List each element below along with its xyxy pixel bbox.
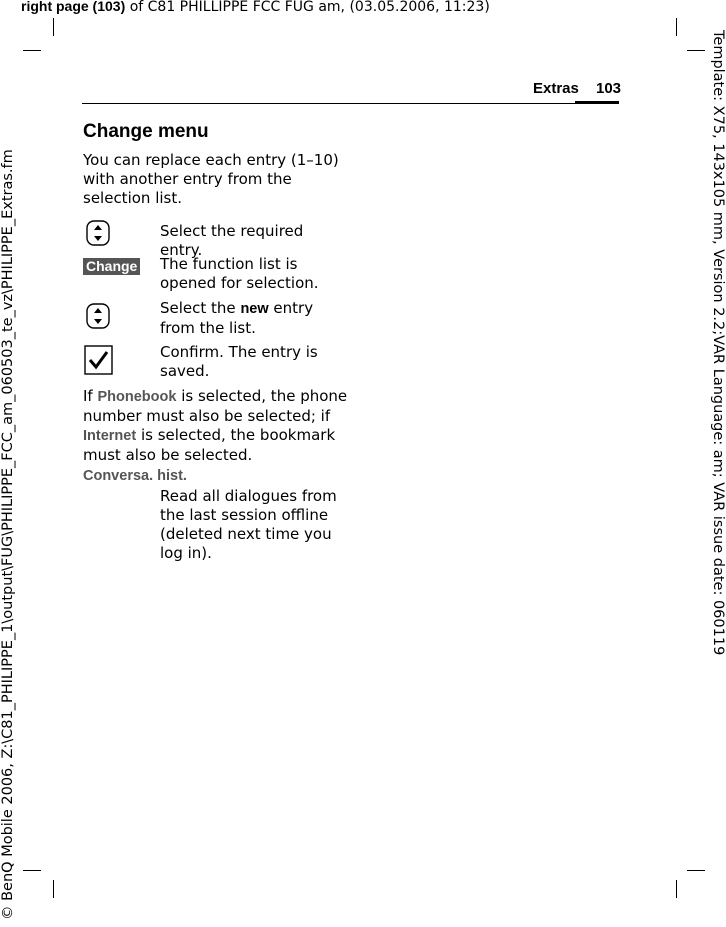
nav-joystick-icon: [84, 219, 112, 251]
file-header-rest: of C81 PHILLIPPE FCC FUG am, (03.05.2006, 11:23): [125, 0, 490, 15]
term-conversa-hist: Conversa. hist.: [83, 468, 187, 484]
step-2-text: The function list is opened for selection.: [160, 255, 319, 292]
step-4-text: Confirm. The entry is saved.: [160, 343, 318, 380]
copyright-path: © BenQ Mobile 2006, Z:\C81_PHILIPPE_1\output\FUG\PHILIPPE_FCC_am_060503_te_vz\PHILIPPE_Extras.fm: [0, 149, 16, 920]
crop-mark: [687, 50, 705, 51]
intro-paragraph: You can replace each entry (1–10) with another entry from the selection list.: [83, 151, 339, 207]
softkey-change: [83, 256, 140, 275]
step-1-text: Select the required entry.: [160, 222, 304, 259]
crop-mark: [676, 880, 677, 898]
step-3-text-b: entry from the list.: [160, 299, 314, 337]
nav-joystick-icon: [84, 302, 112, 334]
softkey-label: Change: [83, 258, 140, 275]
note-p1: If: [83, 387, 98, 405]
file-header: [21, 0, 490, 15]
note-paragraph: [83, 387, 348, 465]
step-3-text-a: Select the: [160, 299, 241, 317]
template-info: Template: X75, 143x105 mm, Version 2.2;VAR Language: am; VAR issue date: 060119: [710, 30, 726, 656]
crop-mark: [23, 50, 41, 51]
crop-mark: [676, 18, 677, 36]
crop-mark: [23, 870, 41, 871]
note-p2: is selected, the phone number must also be selected; if: [83, 387, 348, 425]
step-3-text: [160, 299, 350, 338]
step-3-term-new: new: [240, 301, 269, 317]
confirm-check-icon: [84, 345, 113, 379]
section-heading: Change menu: [83, 121, 209, 142]
term-internet: Internet: [83, 428, 137, 444]
running-title: Extras: [533, 80, 579, 97]
header-rule: [82, 103, 619, 104]
header-rule-thick: [575, 101, 619, 104]
page-number: 103: [596, 80, 622, 97]
term-phonebook: Phonebook: [97, 389, 177, 405]
conversa-description: Read all dialogues from the last session offline (deleted next time you log in).: [160, 487, 337, 562]
crop-mark: [53, 18, 54, 36]
file-header-bold: right page (103): [21, 0, 126, 14]
crop-mark: [53, 880, 54, 898]
crop-mark: [687, 870, 705, 871]
note-p3: is selected, the bookmark must also be selected.: [83, 426, 336, 464]
